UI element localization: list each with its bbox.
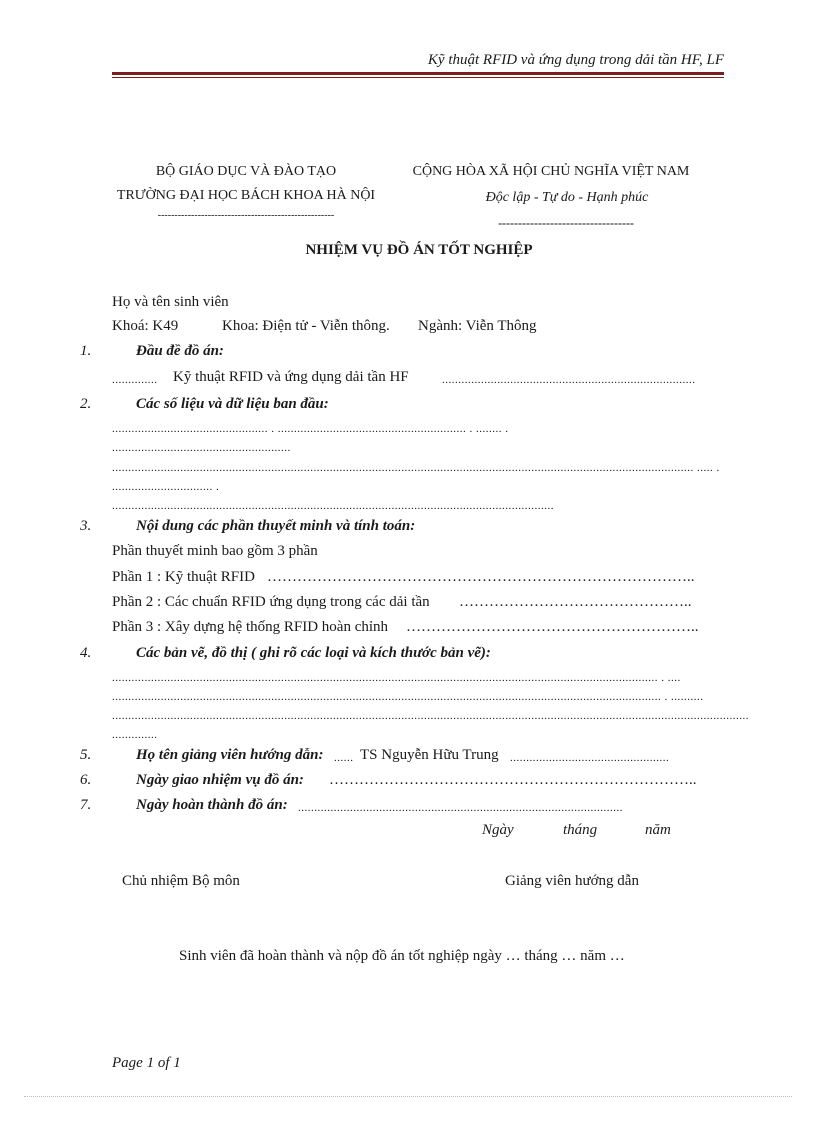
dotted-line: ......................................................................................................................................................................... . ..........	[112, 691, 704, 703]
item-number: 4.	[80, 645, 92, 661]
date-year-label: năm	[645, 822, 671, 838]
item-heading-drawings: Các bản vẽ, đồ thị ( ghi rõ các loại và kích thước bản vẽ):	[136, 645, 491, 661]
dotted-leader: ..............	[112, 374, 158, 386]
student-major: Ngành: Viễn Thông	[418, 318, 537, 334]
item-heading-initial-data: Các số liệu và dữ liệu ban đầu:	[136, 396, 329, 412]
running-header-title: Kỹ thuật RFID và ứng dụng trong dải tần HF, LF	[427, 52, 724, 68]
dotted-line: ..............	[112, 729, 158, 741]
content-part-2: Phần 2 : Các chuẩn RFID ứng dụng trong các dải tần	[112, 594, 430, 610]
completion-note: Sinh viên đã hoàn thành và nộp đồ án tốt nghiệp ngày … tháng … năm …	[179, 948, 625, 964]
dotted-line: ................................................................................................................................................................................... ..... .	[112, 462, 720, 474]
item-number: 7.	[80, 797, 92, 813]
dotted-line: ........................................................................................................................................	[112, 500, 554, 512]
content-part-1: Phần 1 : Kỹ thuật RFID	[112, 569, 255, 585]
page-number: Page 1 of 1	[112, 1055, 181, 1071]
dotted-leader: ………………………………………..	[459, 594, 692, 610]
item-heading-complete-date: Ngày hoàn thành đồ án:	[136, 797, 288, 813]
thesis-topic: Kỹ thuật RFID và ứng dụng dải tần HF	[173, 369, 409, 385]
dotted-line: ........................................................................................................................................................................ . ....	[112, 672, 681, 684]
university-name: TRƯỜNG ĐẠI HỌC BÁCH KHOA HÀ NỘI	[116, 188, 376, 203]
page-bottom-border	[24, 1096, 792, 1097]
national-motto: Độc lập - Tự do - Hạnh phúc	[485, 190, 649, 205]
dotted-line: ................................................ . .......................................................... . ........ .	[112, 423, 509, 435]
item-number: 2.	[80, 396, 92, 412]
dotted-line: .......................................................	[112, 442, 291, 454]
dotted-leader: …………………………………………………..	[406, 619, 699, 635]
ministry-name: BỘ GIÁO DỤC VÀ ĐÀO TẠO	[155, 164, 337, 179]
date-month-label: tháng	[563, 822, 598, 838]
dotted-line: ............................... .	[112, 481, 220, 493]
right-header-divider: ----------------------------------	[498, 216, 634, 230]
dotted-leader: ..............................................................................	[442, 374, 696, 386]
dotted-leader: ....................................................................................................	[298, 802, 623, 814]
item-heading-topic: Đầu đề đồ án:	[136, 343, 224, 359]
header-rule-thick	[112, 72, 724, 75]
header-rule-thin	[112, 77, 724, 78]
item-number: 3.	[80, 518, 92, 534]
dotted-line: ....................................................................................................................................................................................................	[112, 710, 749, 722]
student-course: Khoá: K49	[112, 318, 179, 334]
dotted-leader: ......	[334, 752, 354, 764]
page-title: NHIỆM VỤ ĐỒ ÁN TỐT NGHIỆP	[305, 242, 533, 258]
item-number: 5.	[80, 747, 92, 763]
dotted-leader: ………………………………………………………………..	[329, 772, 697, 788]
student-faculty: Khoa: Điện tử - Viễn thông.	[222, 318, 390, 334]
dotted-leader: .................................................	[510, 752, 670, 764]
date-day-label: Ngày	[482, 822, 514, 838]
item-heading-advisor: Họ tên giảng viên hướng dẫn:	[136, 747, 324, 763]
item-number: 6.	[80, 772, 92, 788]
left-header-divider: -----------------------------------------------------	[157, 210, 335, 221]
advisor-name: TS Nguyễn Hữu Trung	[360, 747, 499, 763]
item-heading-assign-date: Ngày giao nhiệm vụ đồ án:	[136, 772, 304, 788]
content-part-3: Phần 3 : Xây dựng hệ thống RFID hoàn chỉnh	[112, 619, 389, 635]
republic-name: CỘNG HÒA XÃ HỘI CHỦ NGHĨA VIỆT NAM	[412, 164, 690, 179]
item-number: 1.	[80, 343, 92, 359]
signature-department-head: Chủ nhiệm Bộ môn	[122, 873, 240, 889]
content-intro: Phần thuyết minh bao gồm 3 phần	[112, 543, 318, 559]
student-name-label: Họ và tên sinh viên	[112, 294, 229, 310]
dotted-leader: …………………………………………………………………………..	[267, 569, 695, 585]
item-heading-content: Nội dung các phần thuyết minh và tính toán:	[136, 518, 416, 534]
signature-advisor: Giảng viên hướng dẫn	[505, 873, 639, 889]
